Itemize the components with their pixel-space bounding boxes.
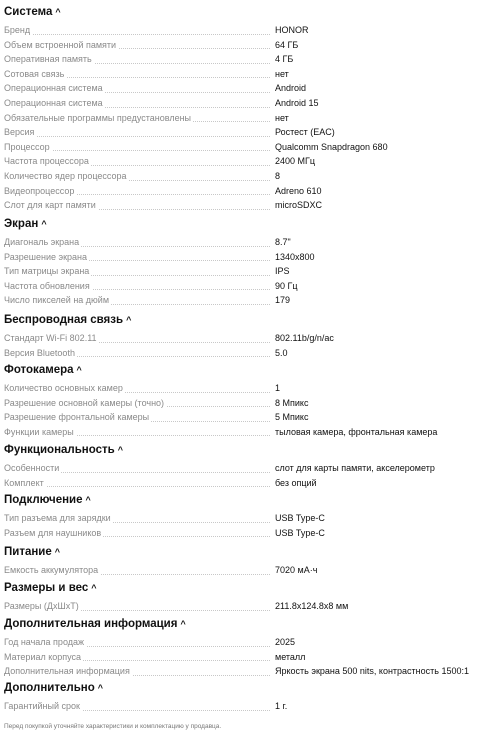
spec-label: Обязательные программы предустановлены xyxy=(4,112,192,123)
spec-label: Версия xyxy=(4,127,35,138)
spec-value: Android 15 xyxy=(275,97,319,108)
section-header[interactable] xyxy=(4,544,478,560)
spec-row xyxy=(4,331,478,346)
spec-section xyxy=(4,680,478,714)
spec-row xyxy=(4,111,478,126)
spec-value: нет xyxy=(275,112,289,123)
footnote: Перед покупкой уточняйте характеристики и комплектацию у продавца. xyxy=(4,723,222,730)
spec-label: Разрешение фронтальной камеры xyxy=(4,412,150,423)
spec-row xyxy=(4,154,478,169)
spec-value: Android xyxy=(275,83,307,94)
spec-row xyxy=(4,650,478,665)
spec-section xyxy=(4,616,478,679)
chevron-up-icon: ^ xyxy=(97,683,104,693)
spec-value: HONOR xyxy=(275,25,309,35)
spec-label: Видеопроцессор xyxy=(4,185,75,196)
section-title: Фотокамера xyxy=(4,364,74,376)
section-title: Дополнительно xyxy=(4,682,95,694)
spec-label: Количество основных камер xyxy=(4,383,123,393)
chevron-up-icon: ^ xyxy=(91,583,97,593)
spec-label: Функции камеры xyxy=(4,426,74,437)
spec-value: 4 ГБ xyxy=(275,54,294,65)
section-title: Система xyxy=(4,6,53,18)
spec-label: Материал корпуса xyxy=(4,651,82,662)
spec-row xyxy=(4,125,478,140)
spec-label: Дополнительная информация xyxy=(4,666,130,677)
spec-row xyxy=(4,563,478,578)
spec-label: Разъем для наушников xyxy=(4,527,102,538)
spec-row xyxy=(4,169,478,184)
section-header[interactable] xyxy=(4,580,478,596)
spec-label: Тип разъема для зарядки xyxy=(4,513,111,523)
chevron-up-icon: ^ xyxy=(180,619,186,629)
section-title: Дополнительная информация xyxy=(4,618,178,630)
spec-row xyxy=(4,425,478,440)
spec-section xyxy=(4,312,478,360)
section-header[interactable] xyxy=(4,616,478,632)
spec-label: Разрешение основной камеры (точно) xyxy=(4,397,165,408)
spec-label: Бренд xyxy=(4,25,31,35)
chevron-up-icon: ^ xyxy=(76,365,82,375)
spec-value: 8 xyxy=(275,170,281,181)
spec-row xyxy=(4,184,478,199)
chevron-up-icon: ^ xyxy=(41,219,47,229)
spec-value: 5 Мпикс xyxy=(275,412,309,423)
spec-value: 1340x800 xyxy=(275,251,315,262)
spec-value: 2400 МГц xyxy=(275,156,316,167)
spec-value: металл xyxy=(275,651,306,662)
spec-value: 64 ГБ xyxy=(275,39,299,50)
chevron-up-icon: ^ xyxy=(55,7,61,17)
spec-section xyxy=(4,4,478,213)
spec-label: Слот для карт памяти xyxy=(4,200,96,211)
chevron-up-icon: ^ xyxy=(54,547,61,557)
spec-row xyxy=(4,635,478,650)
spec-value: Яркость экрана 500 nits, контрастность 1500:1 xyxy=(275,666,469,677)
spec-row xyxy=(4,511,478,526)
spec-label: Операционная система xyxy=(4,97,103,108)
spec-value: microSDXC xyxy=(275,200,323,211)
spec-row xyxy=(4,664,478,679)
spec-label: Количество ядер процессора xyxy=(4,170,127,181)
spec-value: 802.11b/g/n/ac xyxy=(275,333,334,343)
spec-label: Объем встроенной памяти xyxy=(4,39,117,50)
spec-label: Тип матрицы экрана xyxy=(4,266,90,277)
spec-row xyxy=(4,23,478,38)
spec-value: 1 г. xyxy=(275,701,288,711)
spec-value: без опций xyxy=(275,477,317,488)
spec-value: 5.0 xyxy=(275,347,288,358)
section-header[interactable] xyxy=(4,492,478,508)
chevron-up-icon: ^ xyxy=(117,445,123,455)
spec-row xyxy=(4,250,478,265)
spec-value: 1 xyxy=(275,383,281,393)
spec-value: 2025 xyxy=(275,637,296,647)
spec-value: USB Type-C xyxy=(275,513,325,523)
spec-value: Ростест (EAC) xyxy=(275,127,335,138)
spec-row xyxy=(4,235,478,250)
spec-label: Операционная система xyxy=(4,83,103,94)
section-header[interactable] xyxy=(4,362,478,378)
spec-row xyxy=(4,96,478,111)
spec-label: Год начала продаж xyxy=(4,637,85,647)
spec-section xyxy=(4,216,478,308)
spec-value: 211.8x124.8x8 мм xyxy=(275,601,349,611)
spec-row xyxy=(4,279,478,294)
spec-section xyxy=(4,362,478,439)
spec-label: Гарантийный срок xyxy=(4,701,80,711)
spec-label: Оперативная память xyxy=(4,54,92,65)
spec-label: Сотовая связь xyxy=(4,68,65,79)
spec-row xyxy=(4,476,478,491)
spec-label: Комплект xyxy=(4,477,44,488)
spec-label: Емкость аккумулятора xyxy=(4,565,99,575)
section-title: Размеры и вес xyxy=(4,582,89,594)
spec-value: Adreno 610 xyxy=(275,185,322,196)
spec-label: Число пикселей на дюйм xyxy=(4,295,110,306)
spec-row xyxy=(4,699,478,714)
spec-value: 179 xyxy=(275,295,291,306)
section-header[interactable] xyxy=(4,216,478,232)
spec-section xyxy=(4,442,478,490)
spec-row xyxy=(4,52,478,67)
spec-section xyxy=(4,580,478,614)
spec-row xyxy=(4,264,478,279)
spec-row xyxy=(4,410,478,425)
spec-label: Процессор xyxy=(4,141,50,152)
section-header[interactable] xyxy=(4,312,478,328)
chevron-up-icon: ^ xyxy=(85,495,91,505)
chevron-up-icon: ^ xyxy=(126,315,132,325)
section-header[interactable] xyxy=(4,4,478,20)
spec-row xyxy=(4,67,478,82)
spec-row xyxy=(4,599,478,614)
spec-value: USB Type-C xyxy=(275,527,325,538)
spec-row xyxy=(4,381,478,396)
spec-label: Версия Bluetooth xyxy=(4,347,75,358)
section-header[interactable] xyxy=(4,680,478,696)
spec-section xyxy=(4,544,478,578)
spec-value: 8.7" xyxy=(275,237,291,247)
spec-row xyxy=(4,526,478,541)
spec-row xyxy=(4,198,478,213)
spec-label: Разрешение экрана xyxy=(4,251,87,262)
spec-row xyxy=(4,140,478,155)
spec-label: Особенности xyxy=(4,463,60,473)
spec-row xyxy=(4,346,478,361)
spec-label: Диагональ экрана xyxy=(4,237,80,247)
spec-value: Qualcomm Snapdragon 680 xyxy=(275,141,388,152)
spec-value: 7020 мА·ч xyxy=(275,565,318,575)
spec-value: нет xyxy=(275,68,289,79)
spec-label: Частота обновления xyxy=(4,280,90,291)
spec-value: слот для карты памяти, акселерометр xyxy=(275,463,435,473)
spec-section xyxy=(4,492,478,540)
spec-row xyxy=(4,81,478,96)
section-title: Функциональность xyxy=(4,444,115,456)
spec-label: Размеры (ДхШхТ) xyxy=(4,601,79,611)
spec-value: IPS xyxy=(275,266,290,277)
section-title: Питание xyxy=(4,546,52,558)
section-header[interactable] xyxy=(4,442,478,458)
spec-row xyxy=(4,396,478,411)
spec-label: Стандарт Wi-Fi 802.11 xyxy=(4,333,97,343)
spec-row xyxy=(4,461,478,476)
spec-value: тыловая камера, фронтальная камера xyxy=(275,426,438,437)
spec-label: Частота процессора xyxy=(4,156,89,167)
section-title: Экран xyxy=(4,218,39,230)
spec-value: 90 Гц xyxy=(275,280,298,291)
spec-value: 8 Мпикс xyxy=(275,397,309,408)
spec-row xyxy=(4,38,478,53)
spec-row xyxy=(4,293,478,308)
section-title: Подключение xyxy=(4,494,83,506)
section-title: Беспроводная связь xyxy=(4,314,124,326)
